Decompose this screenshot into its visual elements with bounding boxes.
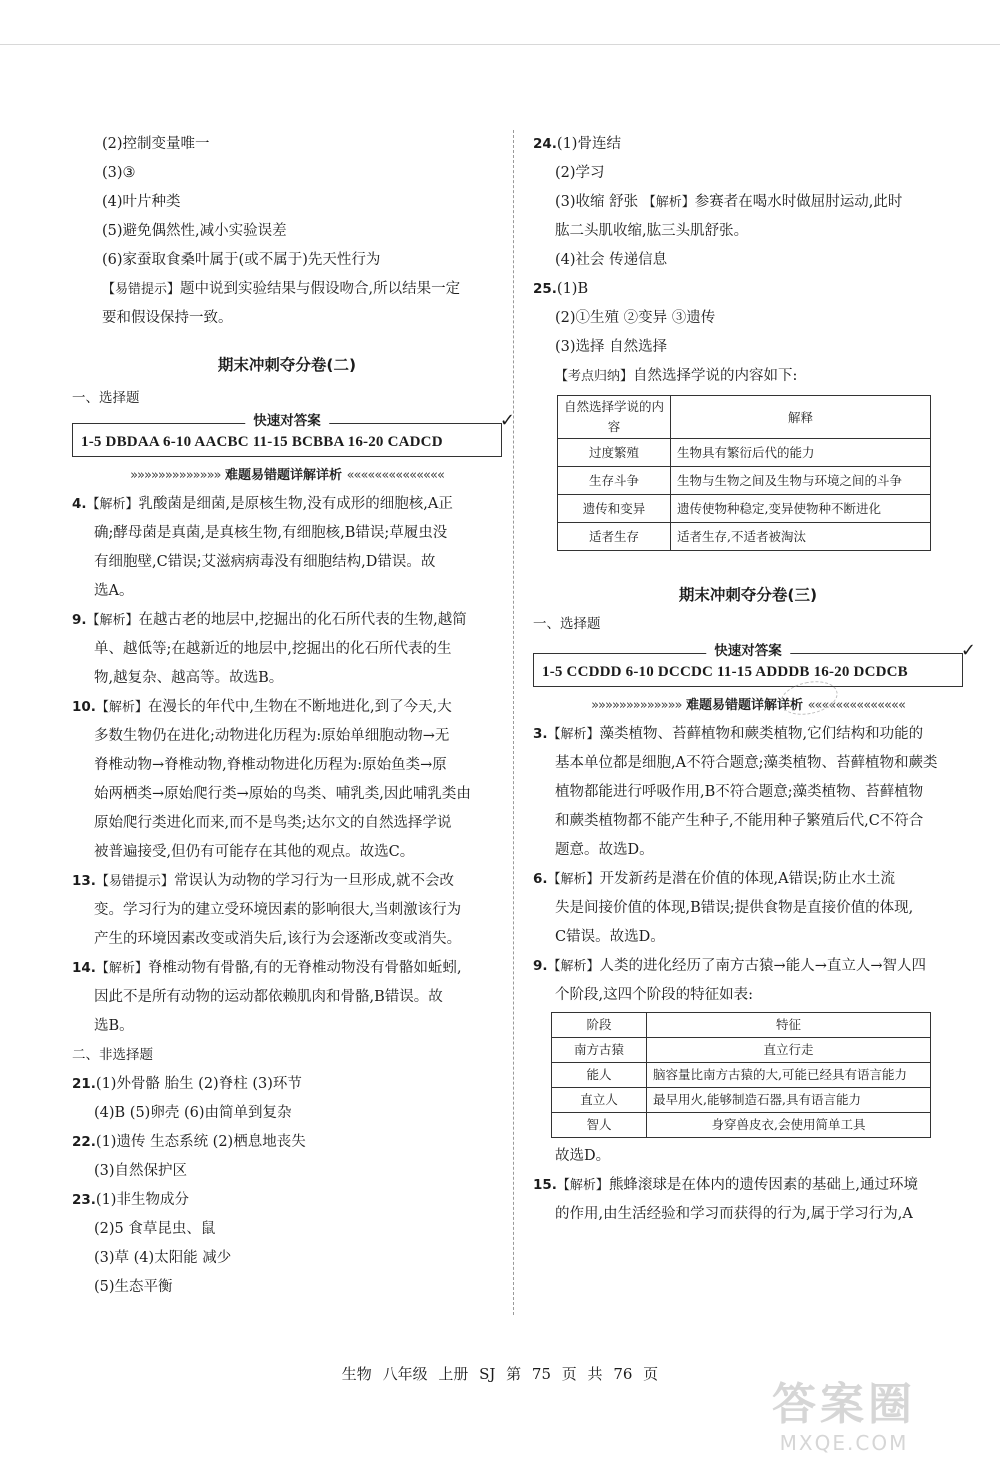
question-3-line: 植物都能进行呼吸作用,B不符合题意;藻类植物、苔藓植物 <box>555 784 924 800</box>
table-cell: 生物具有繁衍后代的能力 <box>671 439 931 467</box>
question-25-line: 【考点归纳】自然选择学说的内容如下: <box>555 368 798 384</box>
watermark-logo: 答案圈 MXQE.COM <box>772 1379 916 1455</box>
question-10: 10.【解析】在漫长的年代中,生物在不断地进化,到了今天,大 <box>72 699 452 715</box>
question-4-line: 选A。 <box>94 583 134 599</box>
human-evolution-table <box>551 1012 931 1138</box>
quick-answer-label: 快速对答案 <box>706 641 790 661</box>
question-6-line: 失是间接价值的体现,B错误;提供食物是直接价值的体现, <box>555 900 914 916</box>
question-25-line: (2)①生殖 ②变异 ③遗传 <box>555 310 716 326</box>
table-header: 解释 <box>671 396 931 439</box>
paper-title: 期末冲刺夺分卷(二) <box>217 356 357 374</box>
question-9: 9.【解析】在越古老的地层中,挖掘出的化石所代表的生物,越简 <box>72 612 467 628</box>
table-cell: 能人 <box>552 1063 647 1088</box>
question-14-line: 因此不是所有动物的运动都依赖肌肉和骨骼,B错误。故 <box>94 989 443 1005</box>
question-10-line: 多数生物仍在进化;动物进化历程为:原始单细胞动物→无 <box>94 728 450 744</box>
question-10-line: 始两栖类→原始爬行类→原始的鸟类、哺乳类,因此哺乳类由 <box>94 786 471 802</box>
question-9-line: 物,越复杂、越高等。故选B。 <box>94 670 284 686</box>
question-4: 4.【解析】乳酸菌是细菌,是原核生物,没有成形的细胞核,A正 <box>72 496 453 512</box>
right-column <box>533 130 976 1229</box>
question-13: 13.【易错提示】常误认为动物的学习行为一旦形成,就不会改 <box>72 873 455 889</box>
question-3-line: 题意。故选D。 <box>555 842 654 858</box>
question-25-line: (3)选择 自然选择 <box>555 339 668 355</box>
quick-answer-box <box>72 410 515 457</box>
answer-line: (3)③ <box>102 165 136 181</box>
question-23-line: (5)生态平衡 <box>94 1279 173 1295</box>
question-4-line: 有细胞壁,C错误;艾滋病病毒没有细胞结构,D错误。故 <box>94 554 436 570</box>
answer-line: (5)避免偶然性,减小实验误差 <box>102 223 287 239</box>
question-23-line: (2)5 食草昆虫、鼠 <box>94 1221 216 1237</box>
question-6: 6.【解析】开发新药是潜在价值的体现,A错误;防止水土流 <box>533 871 896 887</box>
table-cell: 遗传和变异 <box>558 495 671 523</box>
table-cell: 过度繁殖 <box>558 439 671 467</box>
check-icon: ✓ <box>960 640 976 661</box>
question-3-line: 基本单位都是细胞,A不符合题意;藻类植物、苔藓植物和蕨类 <box>555 755 938 771</box>
quick-answers: 1-5 CCDDD 6-10 DCCDC 11-15 ADDDB 16-20 DCDCB <box>542 664 908 680</box>
top-rule <box>0 44 1000 45</box>
table-cell: 生存斗争 <box>558 467 671 495</box>
question-13-line: 产生的环境因素改变或消失后,该行为会逐渐改变或消失。 <box>94 931 462 947</box>
question-21: 21.(1)外骨骼 胎生 (2)脊柱 (3)环节 <box>72 1076 302 1092</box>
question-24-line: (2)学习 <box>555 165 605 181</box>
page-footer: 生物 八年级 上册 SJ 第 75 页 共 76 页 <box>341 1365 659 1383</box>
question-10-line: 脊椎动物→脊椎动物,脊椎动物进化历程为:原始鱼类→原 <box>94 757 447 773</box>
quick-answer-box <box>533 640 976 687</box>
section-heading: 一、选择题 <box>72 390 140 406</box>
tip-line: 【易错提示】题中说到实验结果与假设吻合,所以结果一定 <box>102 281 461 297</box>
question-23: 23.(1)非生物成分 <box>72 1192 189 1208</box>
question-3: 3.【解析】藻类植物、苔藓植物和蕨类植物,它们结构和功能的 <box>533 726 924 742</box>
question-23-line: (3)草 (4)太阳能 减少 <box>94 1250 232 1266</box>
question-9-line: 故选D。 <box>555 1148 611 1164</box>
question-24: 24.(1)骨连结 <box>533 136 621 152</box>
question-10-line: 被普遍接受,但仍有可能存在其他的观点。故选C。 <box>94 844 415 860</box>
table-header: 阶段 <box>552 1013 647 1038</box>
answer-line: (4)叶片种类 <box>102 194 181 210</box>
quick-answer-label: 快速对答案 <box>245 411 329 431</box>
question-6-line: C错误。故选D。 <box>555 929 665 945</box>
question-15-line: 的作用,由生活经验和学习而获得的行为,属于学习行为,A <box>555 1206 913 1222</box>
section-heading: 二、非选择题 <box>72 1047 153 1063</box>
left-column <box>72 130 515 1302</box>
section-heading: 一、选择题 <box>533 616 601 632</box>
question-10-line: 原始爬行类进化而来,而不是鸟类;达尔文的自然选择学说 <box>94 815 452 831</box>
question-24-line: (3)收缩 舒张 【解析】参赛者在喝水时做屈肘运动,此时 <box>555 194 903 210</box>
question-9: 9.【解析】人类的进化经历了南方古猿→能人→直立人→智人四 <box>533 958 926 974</box>
paper-title: 期末冲刺夺分卷(三) <box>678 586 818 604</box>
question-24-line: (4)社会 传递信息 <box>555 252 668 268</box>
question-24-line: 肱二头肌收缩,肱三头肌舒张。 <box>555 223 749 239</box>
question-4-line: 确;酵母菌是真菌,是真核生物,有细胞核,B错误;草履虫没 <box>94 525 448 541</box>
question-9-line: 个阶段,这四个阶段的特征如表: <box>555 987 753 1003</box>
question-9-line: 单、越低等;在越新近的地层中,挖掘出的化石所代表的生 <box>94 641 452 657</box>
answer-line: (6)家蚕取食桑叶属于(或不属于)先天性行为 <box>102 252 381 268</box>
quick-answers: 1-5 DBDAA 6-10 AACBC 11-15 BCBBA 16-20 CADCD <box>81 434 443 450</box>
answer-line: (2)控制变量唯一 <box>102 136 210 152</box>
table-cell: 直立人 <box>552 1088 647 1113</box>
tip-line: 要和假设保持一致。 <box>102 310 233 326</box>
table-cell: 直立行走 <box>647 1038 931 1063</box>
tip-tag: 【易错提示】 <box>102 282 181 297</box>
analysis-banner: »»»»»»»»»»»»» 难题易错题详解详析 «««««««««««««« <box>130 468 444 483</box>
question-3-line: 和蕨类植物都不能产生种子,不能用种子繁殖后代,C不符合 <box>555 813 924 829</box>
question-21-line: (4)B (5)卵壳 (6)由简单到复杂 <box>94 1105 292 1121</box>
table-header: 自然选择学说的内容 <box>558 396 671 439</box>
analysis-banner: »»»»»»»»»»»»» 难题易错题详解详析 «««««««««««««« <box>591 698 905 713</box>
question-14: 14.【解析】脊椎动物有骨骼,有的无脊椎动物没有骨骼如蚯蚓, <box>72 960 462 976</box>
table-cell: 最早用火,能够制造石器,具有语言能力 <box>647 1088 931 1113</box>
question-22: 22.(1)遗传 生态系统 (2)栖息地丧失 <box>72 1134 306 1150</box>
table-cell: 适者生存 <box>558 523 671 551</box>
table-cell: 身穿兽皮衣,会使用简单工具 <box>647 1113 931 1138</box>
table-cell: 南方古猿 <box>552 1038 647 1063</box>
column-divider <box>513 130 514 1315</box>
question-13-line: 变。学习行为的建立受环境因素的影响很大,当刺激该行为 <box>94 902 462 918</box>
table-cell: 生物与生物之间及生物与环境之间的斗争 <box>671 467 931 495</box>
question-14-line: 选B。 <box>94 1018 134 1034</box>
question-25: 25.(1)B <box>533 281 589 297</box>
question-22-line: (3)自然保护区 <box>94 1163 188 1179</box>
table-cell: 智人 <box>552 1113 647 1138</box>
table-header: 特征 <box>647 1013 931 1038</box>
table-cell: 适者生存,不适者被淘汰 <box>671 523 931 551</box>
check-icon: ✓ <box>499 410 515 431</box>
table-cell: 遗传使物种稳定,变异使物种不断进化 <box>671 495 931 523</box>
natural-selection-table <box>557 395 931 551</box>
question-15: 15.【解析】熊蜂滚球是在体内的遗传因素的基础上,通过环境 <box>533 1177 919 1193</box>
table-cell: 脑容量比南方古猿的大,可能已经具有语言能力 <box>647 1063 931 1088</box>
